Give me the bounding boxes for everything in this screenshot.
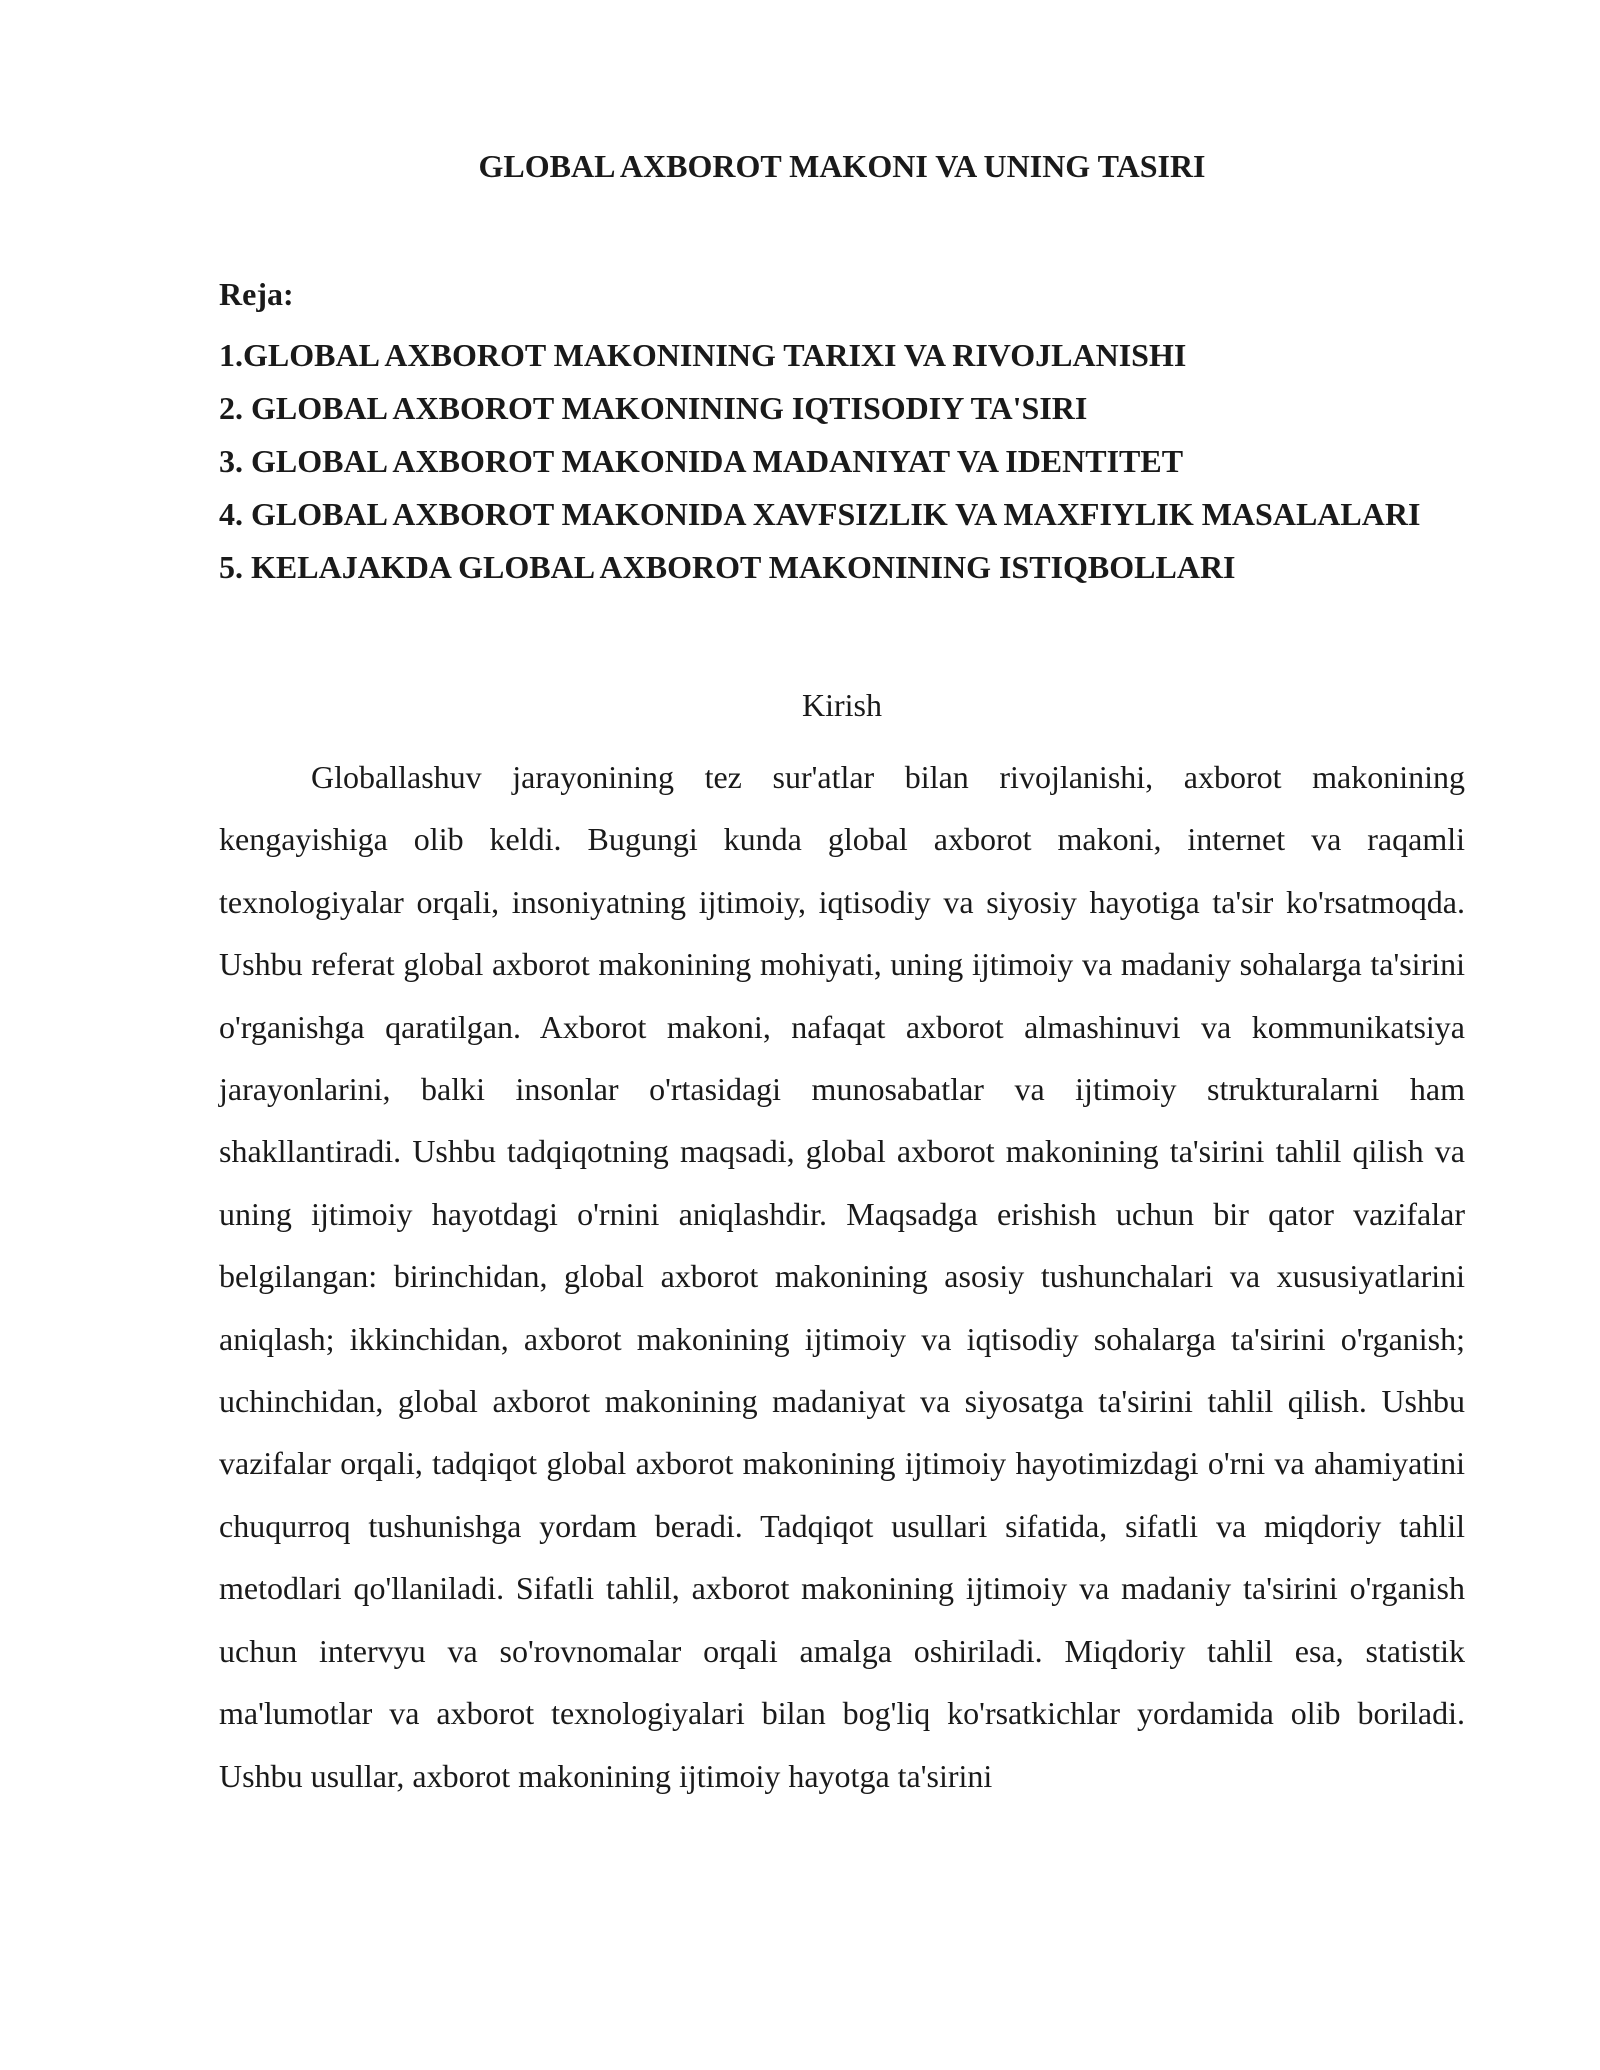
plan-item: 1.GLOBAL AXBOROT MAKONINING TARIXI VA RIVOJLANISHI — [219, 337, 1187, 373]
plan-item: 5. KELAJAKDA GLOBAL AXBOROT MAKONINING ISTIQBOLLARI — [219, 549, 1236, 585]
document-title: GLOBAL AXBOROT MAKONI VA UNING TASIRI — [478, 148, 1206, 184]
introduction-heading: Kirish — [802, 687, 882, 723]
introduction-paragraph: Globallashuv jarayonining tez sur'atlar bilan rivojlanishi, axborot makonining kengayishiga olib keldi. Bugungi kunda global axborot makoni, internet va raqamli texnologiyalar orqali, insoniyatning ijtimoiy, iqtisodiy va siyosiy hayotiga ta'sir ko'rsatmoqda. Ushbu referat global axborot makonining mohiyati, uning ijtimoiy va madaniy sohalarga ta'sirini o'rganishga qaratilgan. Axborot makoni, nafaqat axborot almashinuvi va kommunikatsiya jarayonlarini, balki insonlar o'rtasidagi munosabatlar va ijtimoiy strukturalarni ham shakllantiradi. Ushbu tadqiqotning maqsadi, global axborot makonining ta'sirini tahlil qilish va uning ijtimoiy hayotdagi o'rnini aniqlashdir. Maqsadga erishish uchun bir qator vazifalar belgilangan: birinchidan, global axborot makonining asosiy tushunchalari va xususiyatlarini aniqlash; ikkinchidan, axborot makonining ijtimoiy va iqtisodiy sohalarga ta'sirini o'rganish; uchinchidan, global axborot makonining madaniyat va siyosatga ta'sirini tahlil qilish. Ushbu vazifalar orqali, tadqiqot global axborot makonining ijtimoiy hayotimizdagi o'rni va ahamiyatini chuqurroq tushunishga yordam beradi. Tadqiqot usullari sifatida, sifatli va miqdoriy tahlil metodlari qo'llaniladi. Sifatli tahlil, axborot makonining ijtimoiy va madaniy ta'sirini o'rganish uchun intervyu va so'rovnomalar orqali amalga oshiriladi. Miqdoriy tahlil esa, statistik ma'lumotlar va axborot texnologiyalari bilan bog'liq ko'rsatkichlar yordamida olib boriladi. Ushbu usullar, axborot makonining ijtimoiy hayotga ta'sirini — [219, 759, 1465, 1794]
plan-item: 3. GLOBAL AXBOROT MAKONIDA MADANIYAT VA IDENTITET — [219, 443, 1184, 479]
plan-item: 2. GLOBAL AXBOROT MAKONINING IQTISODIY TA'SIRI — [219, 390, 1088, 426]
plan-item: 4. GLOBAL AXBOROT MAKONIDA XAVFSIZLIK VA MAXFIYLIK MASALALARI — [219, 496, 1421, 532]
plan-list — [219, 335, 1465, 600]
plan-heading: Reja: — [219, 276, 294, 312]
